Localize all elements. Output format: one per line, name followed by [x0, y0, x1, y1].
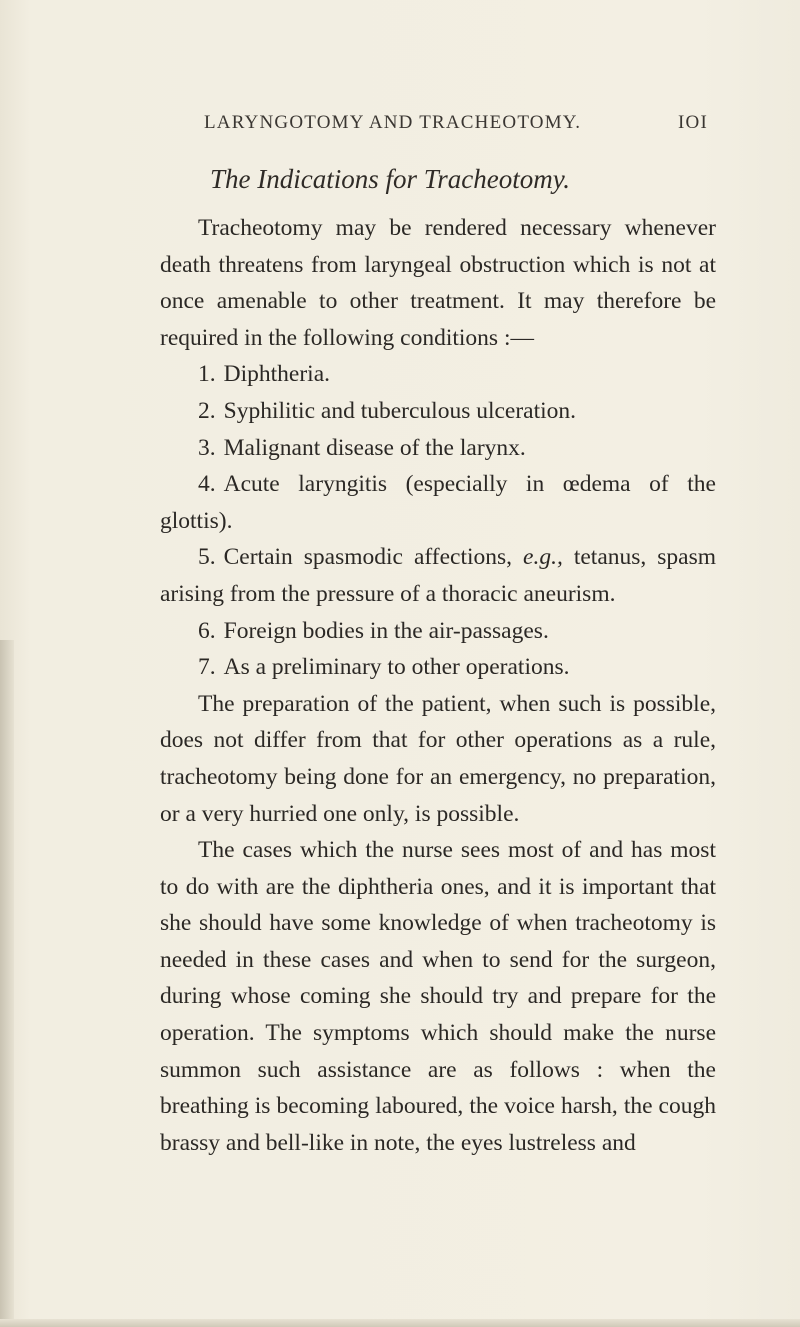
- page-number: IOI: [678, 112, 708, 133]
- intro-paragraph: Tracheotomy may be rendered necessary whenever death threatens from laryngeal obstruction which is not at once amenable to other treatment. It may therefore be required in the following conditions :—: [160, 215, 716, 351]
- condition-item-5: [160, 539, 716, 612]
- binding-shadow: [0, 640, 14, 1327]
- running-title: LARYNGOTOMY AND TRACHEOTOMY.: [204, 112, 582, 133]
- condition-number: 1.: [198, 361, 216, 388]
- condition-text-after: tetanus, spasm arising from the pressure of a thoracic aneurism.: [160, 544, 717, 607]
- condition-number: 4.: [198, 471, 216, 498]
- condition-text-emphasis: e.g.,: [523, 544, 563, 571]
- condition-number: 5.: [198, 544, 216, 571]
- condition-item-2: [160, 393, 716, 430]
- body-text: [160, 210, 716, 1161]
- condition-text: Diphtheria.: [223, 361, 330, 388]
- condition-text: Acute laryngitis (especially in œdema of the glottis).: [160, 471, 716, 534]
- condition-number: 2.: [198, 397, 216, 424]
- condition-item-1: [160, 356, 716, 393]
- condition-text: Foreign bodies in the air-passages.: [223, 617, 549, 644]
- preparation-paragraph: The preparation of the patient, when such is possible, does not differ from that for other operations as a rule, tracheotomy being done for an emergency, no preparation, or a very hurried one only, is possible.: [160, 690, 716, 827]
- condition-number: 3.: [198, 434, 216, 461]
- condition-item-6: [160, 613, 716, 650]
- page-bottom-edge: [0, 1319, 800, 1327]
- condition-text: Syphilitic and tuberculous ulceration.: [223, 397, 577, 424]
- condition-item-3: [160, 430, 716, 467]
- condition-item-4: [160, 466, 716, 539]
- cases-paragraph: The cases which the nurse sees most of and has most to do with are the diphtheria ones, and it is important that she should have some knowledge of when tracheotomy is needed in these cases and when to send for the surgeon, during whose coming she should try and prepare for the operation. The symptoms which should make the nurse summon such assistance are as follows : when the breathing is becoming laboured, the voice harsh, the cough brassy and bell-like in note, the eyes lustreless and: [160, 837, 716, 1156]
- condition-item-7: [160, 649, 716, 686]
- condition-text: Malignant disease of the larynx.: [223, 434, 526, 461]
- condition-number: 7.: [198, 654, 216, 681]
- condition-number: 6.: [198, 617, 216, 644]
- condition-text-before: Certain spasmodic affections,: [223, 544, 513, 571]
- condition-text: As a preliminary to other operations.: [223, 654, 570, 681]
- section-title: The Indications for Tracheotomy.: [210, 164, 570, 194]
